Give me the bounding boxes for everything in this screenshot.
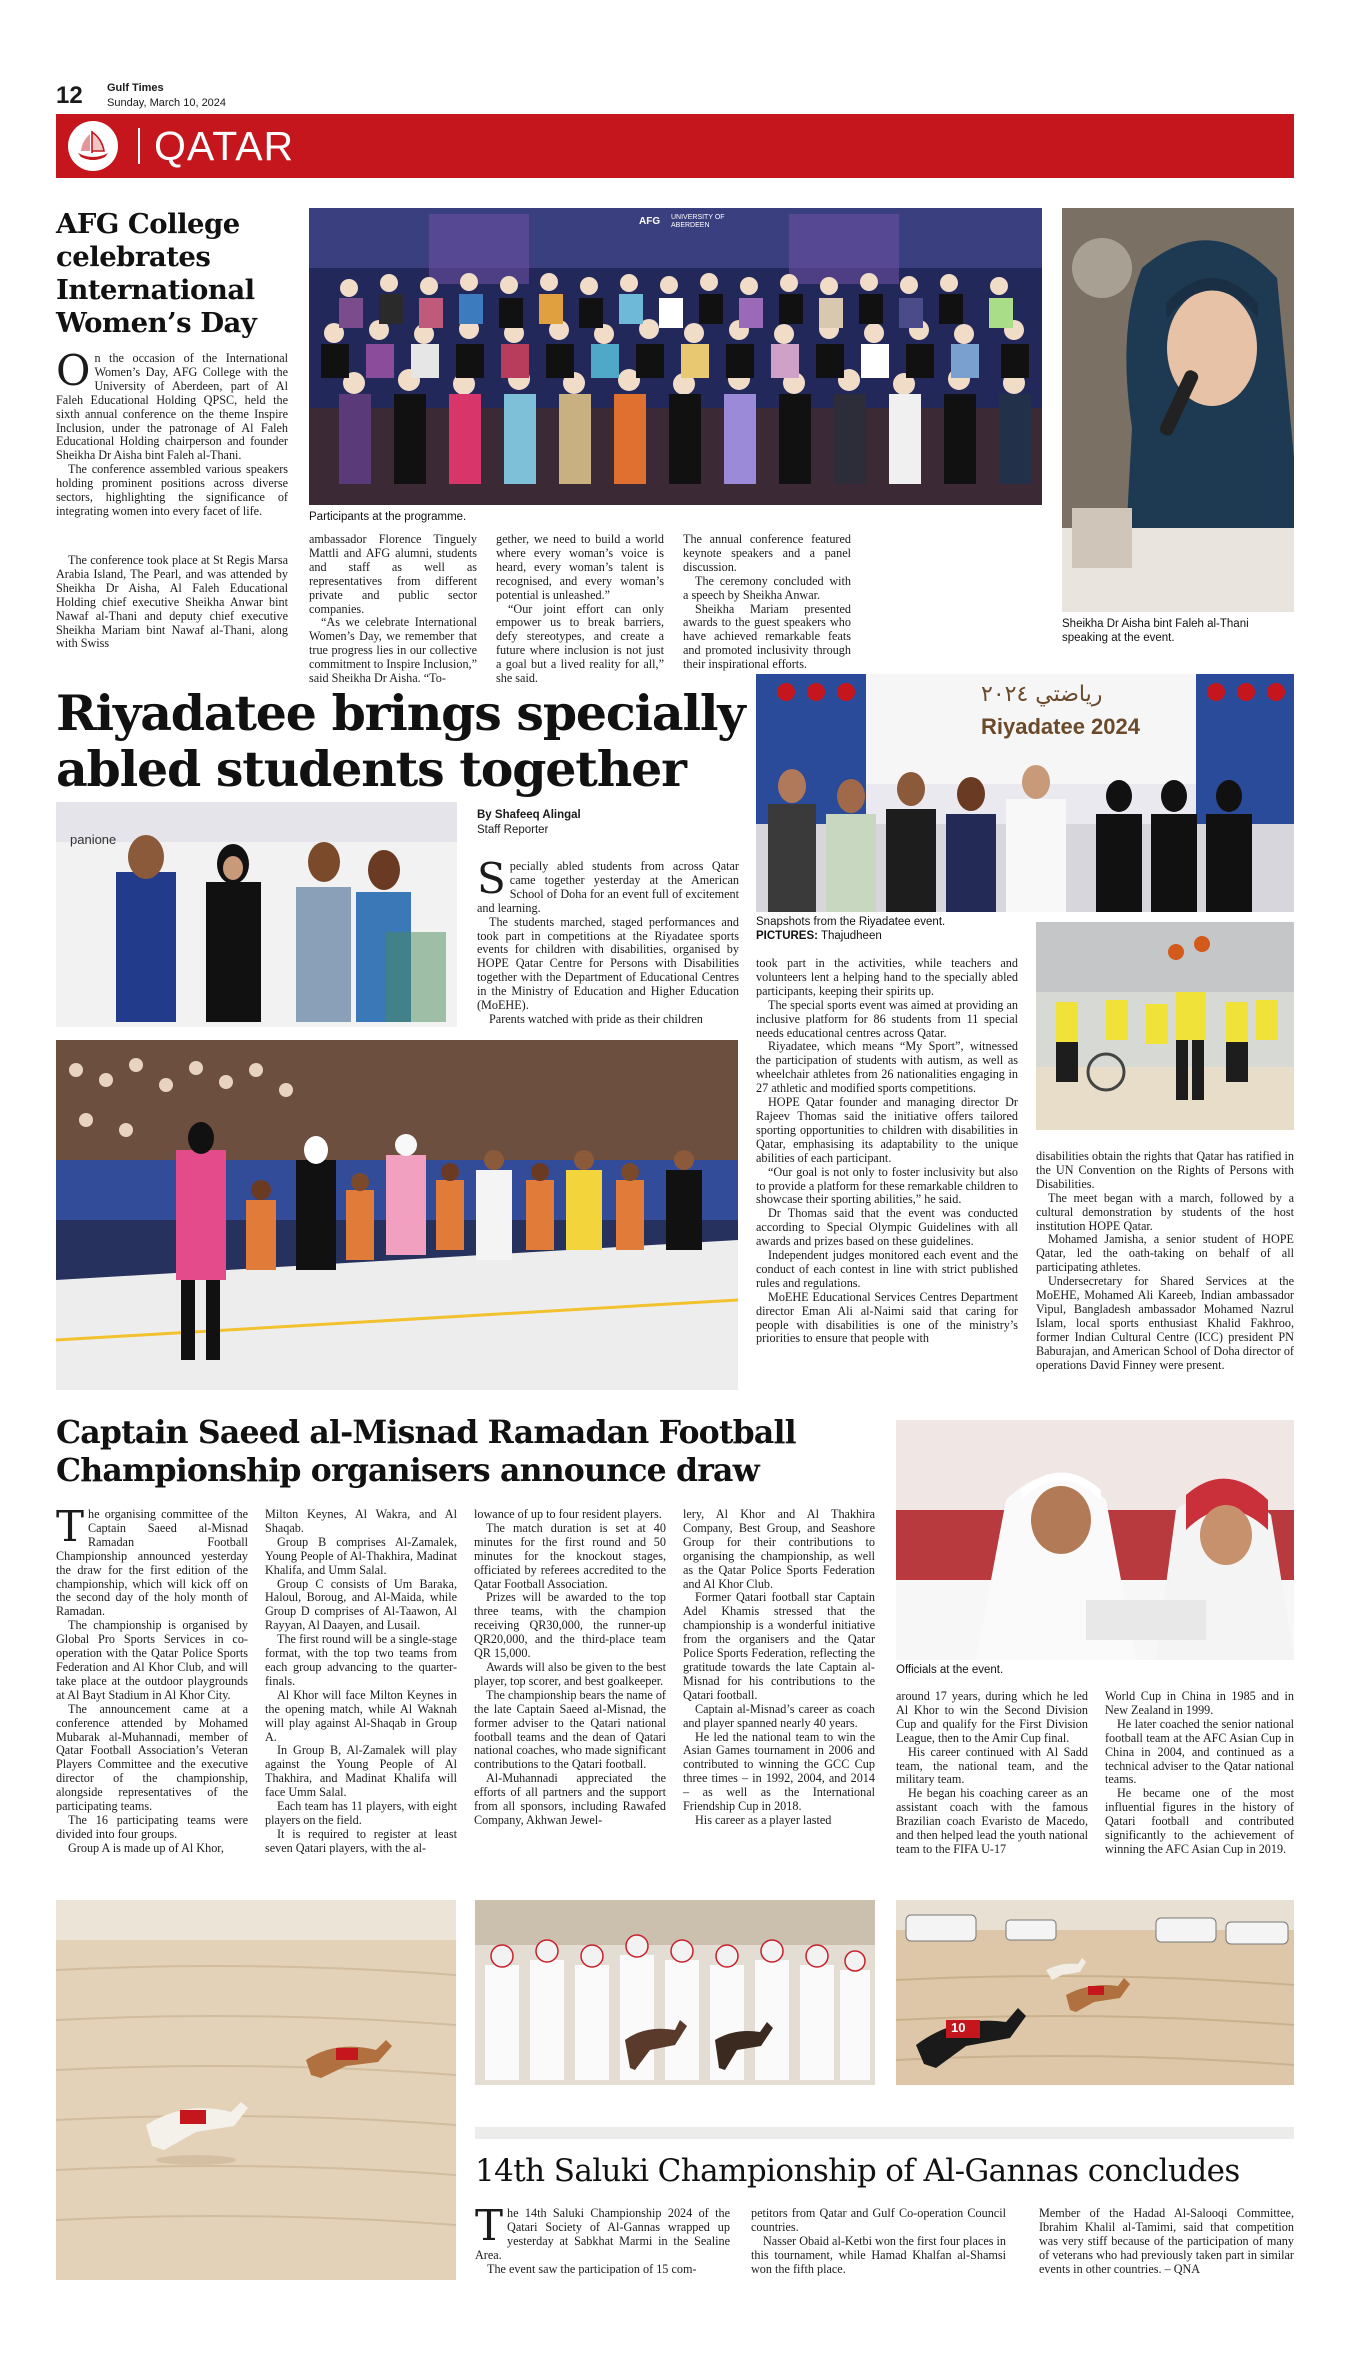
dhow-logo-icon — [68, 121, 118, 171]
paragraph — [475, 2201, 730, 2263]
riyadatee-banner-photo — [756, 674, 1294, 912]
paragraph: He became one of the most influential figures in the history of Qatari football and contributed significantly to the achievement of winning the AFC Asian Cup in 2019. — [1105, 1786, 1294, 1856]
paragraph: MoEHE Educational Services Centres Department director Eman Ali al-Naimi said that caring for people with disabilities is one of the ministry’s priorities to ensure that people with — [756, 1289, 1018, 1346]
afg-column-4 — [683, 532, 851, 672]
paragraph: Group B comprises Al-Zamalek, Young People of Al-Thakhira, Madinat Khalifa, and Umm Salal. — [265, 1534, 457, 1577]
saluki-bib-number: 10 — [951, 2020, 966, 2035]
riyadatee-march-photo — [56, 1040, 738, 1390]
drop-cap: T — [56, 1502, 85, 1551]
paragraph: Al-Muhannadi appreciated the efforts of all partners and the support from all sponsors, including Rawafed Company, Akhwan Jewel- — [474, 1771, 666, 1827]
paragraph: Undersecretary for Shared Services at the MoEHE, Mohamed Ali Kareeb, Indian ambassador Vipul, Bangladesh ambassador Mohamed Nazrul Islam, local sports enthusiast Khalid Fakhroo, former Indian Cultural Centre (ICC) president PN Baburajan, and American School of Doha director of operations David Finney were present. — [1036, 1274, 1294, 1372]
paragraph-text: n the occasion of the International Women’s Day, AFG College with the University of Aberdeen, part of Al Faleh Educational Holding QPSC, held the sixth annual conference on the theme Inspire Inclusion, under the patronage of Al Faleh Educational Holding chairperson and founder Sheikha Dr Aisha bint Faleh al-Thani. — [56, 351, 288, 463]
riyadatee-banner-arabic: رياضتي ٢٠٢٤ — [981, 682, 1103, 707]
paragraph — [56, 346, 288, 463]
section-title: QATAR — [154, 123, 295, 169]
paragraph: disabilities obtain the rights that Qatar has ratified in the UN Convention on the Rights of Persons with Disabilities. — [1036, 1149, 1294, 1191]
paragraph: World Cup in China in 1985 and in New Zealand in 1999. — [1105, 1689, 1294, 1717]
paragraph: Al Khor will face Milton Keynes in the opening match, while Al Waknah will play against Al-Shaqab in Group A. — [265, 1687, 457, 1744]
riyadatee-column-a — [477, 854, 739, 1026]
saluki-winners-photo — [475, 1900, 875, 2085]
paragraph-text: he 14th Saluki Championship 2024 of the Qatari Society of Al-Gannas wrapped up yesterday at Sabkhat Marmi in the Sealine Area. — [475, 2206, 730, 2262]
paragraph-text: pecially abled students from across Qatar came together yesterday at the American School of Doha for an event full of excitement and learning. — [477, 859, 739, 915]
paragraph: The conference took place at St Regis Marsa Arabia Island, The Pearl, and was attended by Sheikha Dr Aisha, Al Faleh Educational Holding chief executive Sheikha Anwar bint Nawaf al-Thani and deputy chief executive Sheikha Mariam bint Nawaf al-Thani, along with Swiss — [56, 553, 288, 651]
paragraph: It is required to register at least seven Qatari players, with the al- — [265, 1826, 457, 1855]
saluki-headline: 14th Saluki Championship of Al-Gannas concludes — [475, 2153, 1240, 2189]
riyadatee-caption — [756, 915, 1026, 943]
drop-cap: S — [477, 854, 506, 903]
afg-banner-logo-text: AFG — [639, 216, 661, 227]
paragraph: ambassador Florence Tinguely Mattli and AFG alumni, students and staff as well as representatives from different private and public sector companies. — [309, 532, 477, 616]
pictures-label: PICTURES: — [756, 930, 818, 942]
riyadatee-column-b — [756, 957, 1018, 1392]
football-column-1 — [56, 1502, 248, 1873]
football-column-6 — [1105, 1690, 1294, 1873]
paragraph-text: he organising committee of the Captain Saeed al-Misnad Ramadan Football Championship announced yesterday the draw for the first edition of the championship, which will kick off on the second day of the holy month of Ramadan. — [56, 1507, 248, 1619]
paragraph: The students marched, staged performances and took part in competitions at the Riyadatee sports events for children with disabilities, organised by HOPE Qatar Centre for Persons with Disabilities together with the Department of Educational Centres in the Ministry of Education and Higher Education (MoEHE). — [477, 914, 739, 1013]
paragraph: Milton Keynes, Al Wakra, and Al Shaqab. — [265, 1507, 457, 1535]
aberdeen-banner-text: UNIVERSITY OF ABERDEEN — [671, 214, 725, 229]
afg-speaker-caption: Sheikha Dr Aisha bint Faleh al-Thani speaking at the event. — [1062, 618, 1249, 644]
paragraph: gether, we need to build a world where every woman’s voice is heard, every woman’s talent is recognised, and every woman’s potential is unleashed.” — [496, 532, 664, 602]
riyadatee-basketball-photo — [1036, 922, 1294, 1130]
issue-date: Sunday, March 10, 2024 — [107, 97, 227, 109]
banner-divider — [138, 128, 140, 164]
saluki-column-3 — [1039, 2207, 1294, 2287]
paragraph: The 16 participating teams were divided into four groups. — [56, 1812, 248, 1841]
paragraph: The event saw the participation of 15 com- — [487, 2261, 697, 2276]
paragraph: “Our joint effort can only empower us to break barriers, defy stereotypes, and create a future where inclusion is not just a goal but a lived reality for all,” she said. — [496, 601, 664, 686]
paragraph: Prizes will be awarded to the top three teams, with the champion receiving QR30,000, the runner-up QR20,000, and the third-place team QR 15,000. — [474, 1590, 666, 1661]
paragraph: His career as a player lasted — [695, 1812, 832, 1827]
saluki-desert-race-photo — [56, 1900, 456, 2280]
paragraph: He later coached the senior national football team at the AFC Asian Cup in China in 2004, and continued as a technical adviser to the Qatar national teams. — [1105, 1716, 1294, 1787]
paragraph: took part in the activities, while teachers and volunteers lent a helping hand to the specially abled participants, keeping their spirits up. — [756, 956, 1018, 998]
paragraph: The championship is organised by Global Pro Sports Services in co-operation with the Qatar Police Sports Federation and Al Khor Club, and will take place at the outdoor playgrounds at Al Bayt Stadium in Al Khor City. — [56, 1618, 248, 1702]
paragraph: The annual conference featured keynote speakers and a panel discussion. — [683, 532, 851, 574]
paragraph: around 17 years, during which he led Al Khor to win the Second Division Cup and qualify for the First Division League, then to the Amir Cup final. — [896, 1689, 1088, 1745]
football-headline: Captain Saeed al-Misnad Ramadan Football Championship organisers announce draw — [56, 1414, 796, 1489]
paragraph: lery, Al Khor and Al Thakhira Company, Best Group, and Seashore Group for their contributions to organising the championship, as well as the Qatar Police Sports Federation and Al Khor Club. — [683, 1507, 875, 1591]
riyadatee-headline: Riyadatee brings specially abled students together — [56, 684, 745, 798]
paragraph: The special sports event was aimed at providing an inclusive platform for 86 students from 11 special needs educational centres across Qatar. — [756, 997, 1018, 1040]
afg-column-1 — [56, 346, 288, 554]
paragraph: Each team has 11 players, with eight players on the field. — [265, 1799, 457, 1827]
afg-speaker-photo — [1062, 208, 1294, 612]
paragraph: His career continued with Al Sadd team, the national team, and the military team. — [896, 1744, 1088, 1787]
paragraph: In Group B, Al-Zamalek will play against the Young People of Al Thakhira, and Madinat Khalifa will face Umm Salal. — [265, 1743, 457, 1800]
paragraph: Nasser Obaid al-Ketbi won the first four places in this tournament, while Hamad Khalfan al-Shamsi won the fifth place. — [751, 2233, 1007, 2276]
saluki-rule — [475, 2127, 1294, 2139]
saluki-column-2 — [751, 2207, 1006, 2287]
afg-column-2 — [309, 532, 477, 686]
football-caption: Officials at the event. — [896, 1664, 1004, 1676]
paragraph: The championship bears the name of the late Captain Saeed al-Misnad, the former adviser to the Qatari national football teams and the dean of Qatari national coaches, who made significant contributions to the Qatari football. — [474, 1687, 666, 1772]
drop-cap: T — [475, 2201, 504, 2250]
page-number: 12 — [56, 82, 83, 109]
paragraph: Group A is made up of Al Khor, — [68, 1840, 224, 1855]
afg-column-3 — [496, 532, 664, 686]
drop-cap: O — [56, 346, 91, 395]
byline-role: Staff Reporter — [477, 824, 549, 836]
paragraph: Sheikha Mariam presented awards to the guest speakers who have achieved remarkable feats and promoted inclusivity through their inspirational efforts. — [683, 601, 851, 672]
paragraph: lowance of up to four resident players. — [474, 1507, 662, 1521]
afg-headline: AFG College celebrates International Women’s Day — [56, 208, 257, 339]
paragraph: The ceremony concluded with a speech by Sheikha Anwar. — [683, 573, 851, 602]
paragraph: The conference assembled various speakers holding prominent positions across diverse sectors, highlighting the significance of integrating women into every facet of life. — [56, 462, 288, 518]
paragraph: Riyadatee, which means “My Sport”, witnessed the participation of students with autism, as well as wheelchair athletes from 26 nationalities engaging in 27 athletic and modified sports competitions. — [756, 1039, 1018, 1096]
picture-credit — [756, 929, 1026, 943]
football-column-3 — [474, 1508, 666, 1873]
masthead-name: Gulf Times — [107, 82, 164, 94]
riyadatee-caption-text: Snapshots from the Riyadatee event. — [756, 916, 946, 928]
paragraph: HOPE Qatar founder and managing director Dr Rajeev Thomas said the initiative offers tailored sporting opportunities to children with disabilities in Qatar, emphasising its adaptability to the unique abilities of each participant. — [756, 1095, 1018, 1165]
paragraph: Group C consists of Um Baraka, Haloul, Boroug, and Al-Maida, while Group D comprises of Al-Taawon, Al Rayyan, Al Daayen, and Lusail. — [265, 1576, 457, 1633]
byline-name: By Shafeeq Alingal — [477, 809, 581, 821]
paragraph: The match duration is set at 40 minutes for the first round and 50 minutes for the knockout stages, officiated by referees accredited to the Qatar Football Association. — [474, 1520, 666, 1591]
sponsor-board-text: panione — [70, 832, 117, 847]
football-column-5 — [896, 1690, 1088, 1873]
paragraph: “As we celebrate International Women’s Day, we remember that true progress lies in our collective commitment to Inspire Inclusion,” said Sheikha Dr Aisha. “To- — [309, 615, 477, 686]
paragraph: Independent judges monitored each event and the conduct of each contest in line with strict published rules and regulations. — [756, 1248, 1018, 1290]
paragraph: Former Qatari football star Captain Adel Khamis stressed that the championship is a wonderful initiative from the organisers and the Qatar Police Sports Federation, reflecting the gratitude towards the late Captain al-Misnad for his contributions to the Qatari football. — [683, 1590, 875, 1702]
paragraph: Captain al-Misnad’s career as coach and player spanned nearly 40 years. — [683, 1701, 875, 1730]
football-officials-photo — [896, 1420, 1294, 1660]
football-column-2 — [265, 1508, 457, 1873]
afg-column-1-continued — [56, 554, 288, 652]
paragraph: The meet began with a march, followed by a cultural demonstration by students of the host institution HOPE Qatar. — [1036, 1190, 1294, 1233]
paragraph: Awards will also be given to the best player, top scorer, and best goalkeeper. — [474, 1659, 666, 1688]
paragraph: petitors from Qatar and Gulf Co-operation Council countries. — [751, 2206, 1006, 2234]
paragraph: He led the national team to win the Asian Games tournament in 2006 and contributed to winning the GCC Cup three times – in 1992, 2004, and 2014 – as well as the International Friendship Cup in 2018. — [683, 1729, 875, 1814]
paragraph: Parents watched with pride as their children — [489, 1011, 703, 1026]
saluki-race-cars-photo — [896, 1900, 1294, 2085]
section-banner — [56, 114, 1294, 178]
afg-group-caption: Participants at the programme. — [309, 511, 467, 523]
paragraph: The announcement came at a conference attended by Mohamed Mubarak al-Muhannadi, member of Qatar Football Association’s Veteran Players Committee and the executive director of the championship, alongside representatives of the participating teams. — [56, 1701, 248, 1814]
paragraph — [477, 854, 739, 916]
riyadatee-banner-title: Riyadatee 2024 — [981, 714, 1140, 739]
paragraph: Member of the Hadad Al-Salooqi Committee, Ibrahim Khalil al-Tamimi, said that competition was very stiff because of the participation of many of veterans who had previously taken part in similar events in other countries. – QNA — [1039, 2206, 1294, 2276]
paragraph — [56, 1502, 248, 1619]
saluki-column-1 — [475, 2201, 730, 2287]
riyadatee-award-photo — [56, 802, 457, 1027]
afg-group-photo — [309, 208, 1042, 505]
paragraph: He began his coaching career as an assistant coach with the famous Brazilian coach Evaristo de Macedo, and then helped lead the youth national team to the FIFA U-17 — [896, 1786, 1088, 1856]
football-column-4 — [683, 1508, 875, 1873]
photographer-name: Thajudheen — [820, 930, 882, 942]
riyadatee-column-c — [1036, 1150, 1294, 1394]
paragraph: Dr Thomas said that the event was conducted according to Special Olympic Guidelines with all awards and prizes based on these guidelines. — [756, 1206, 1018, 1249]
riyadatee-byline — [477, 808, 657, 838]
paragraph: Mohamed Jamisha, a senior student of HOPE Qatar, led the oath-taking on behalf of all participating athletes. — [1036, 1232, 1294, 1275]
paragraph: “Our goal is not only to foster inclusivity but also to provide a platform for these remarkable children to showcase their sporting abilities,” he said. — [756, 1164, 1018, 1207]
paragraph: The first round will be a single-stage format, with the top two teams from each group advancing to the quarter-finals. — [265, 1632, 457, 1688]
